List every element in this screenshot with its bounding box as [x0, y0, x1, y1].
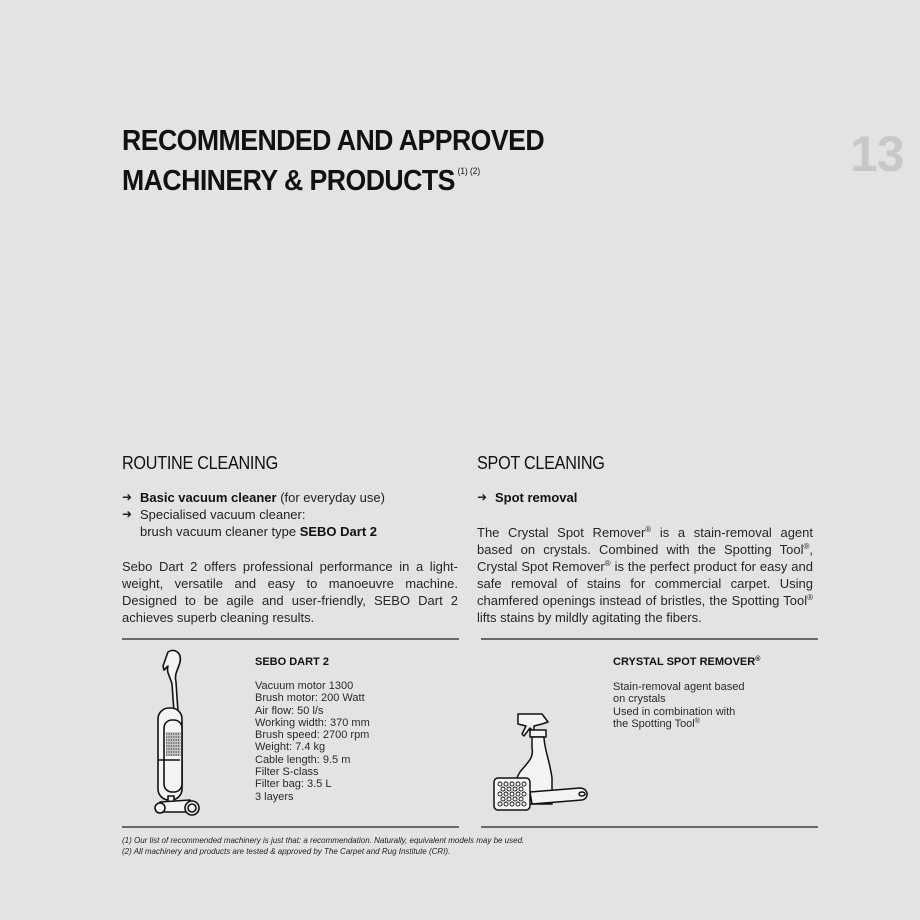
routine-cleaning-heading: ROUTINE CLEANING	[122, 453, 278, 473]
page-number: 13	[850, 126, 904, 182]
title-line-1: RECOMMENDED AND APPROVED	[122, 125, 545, 157]
bullet-item: ➜ Specialised vacuum cleaner: brush vacuum cleaner type SEBO Dart 2	[122, 507, 378, 539]
spot-cleaning-heading: SPOT CLEANING	[477, 453, 605, 473]
spec-item: Cable length: 9.5 m	[255, 753, 351, 766]
footnote-1: (1) Our list of recommended machinery is just that: a recommendation. Naturally, equivalent models may be used.	[122, 836, 525, 845]
bullet-item: ➜ Basic vacuum cleaner (for everyday use)	[122, 490, 385, 505]
divider	[481, 826, 818, 828]
spec-item: Air flow: 50 l/s	[255, 704, 324, 717]
arrow-right-icon: ➜	[122, 490, 133, 504]
divider	[122, 826, 459, 828]
spec-item: 3 layers	[255, 790, 294, 803]
spec-item: the Spotting Tool®	[613, 717, 700, 730]
spec-item: Used in combination with	[613, 705, 736, 718]
arrow-right-icon: ➜	[477, 490, 488, 504]
crystal-spot-remover-product-name: CRYSTAL SPOT REMOVER®	[613, 656, 761, 668]
title-footnote-refs: (1) (2)	[457, 166, 481, 176]
footnote-2: (2) All machinery and products are tested & approved by The Carpet and Rug Institute (CRI).	[122, 847, 451, 856]
spec-item: Brush motor: 200 Watt	[255, 692, 365, 705]
spec-item: Stain-removal agent based	[613, 681, 745, 693]
sebo-dart-2-spec-list	[255, 680, 370, 803]
crystal-spot-remover-spec-list	[613, 681, 744, 730]
upright-vacuum-icon	[150, 648, 206, 818]
sebo-dart-2-product-name: SEBO DART 2	[255, 656, 329, 668]
spec-item: Brush speed: 2700 rpm	[255, 729, 370, 742]
footnotes	[122, 835, 524, 857]
spec-item: Weight: 7.4 kg	[255, 741, 326, 754]
divider	[122, 638, 459, 640]
spray-bottle-and-spotting-tool-icon	[490, 708, 594, 812]
spec-item: Filter S-class	[255, 766, 319, 779]
routine-description: Sebo Dart 2 offers professional performance in a light-weight, versatile and easy to manoeuvre machine. Designed to be agile and user-friendly, SEBO Dart 2 achieves superb cleaning results.	[122, 559, 458, 625]
spot-bullet-list	[477, 489, 817, 506]
spec-item: on crystals	[613, 693, 666, 706]
divider	[481, 638, 818, 640]
routine-bullet-list	[122, 489, 462, 540]
spec-item: Filter bag: 3.5 L	[255, 778, 332, 791]
arrow-right-icon: ➜	[122, 507, 133, 521]
title-line-2: MACHINERY & PRODUCTS $^{(1) (2)}$	[122, 165, 481, 197]
bullet-item: ➜ Spot removal	[477, 490, 578, 505]
spot-description: The Crystal Spot Remover® is a stain-removal agent based on crystals. Combined with the Spotting Tool®, Crystal Spot Remover® is the perfect product for easy and safe removal of stains for commercial carpet. Using chamfered openings instead of bristles, the Spotting Tool® lifts stains by mildly agitating the fibers.	[477, 525, 813, 625]
spec-item: Working width: 370 mm	[255, 716, 370, 729]
page-title	[122, 126, 544, 196]
spec-item: Vacuum motor 1300	[255, 680, 354, 692]
